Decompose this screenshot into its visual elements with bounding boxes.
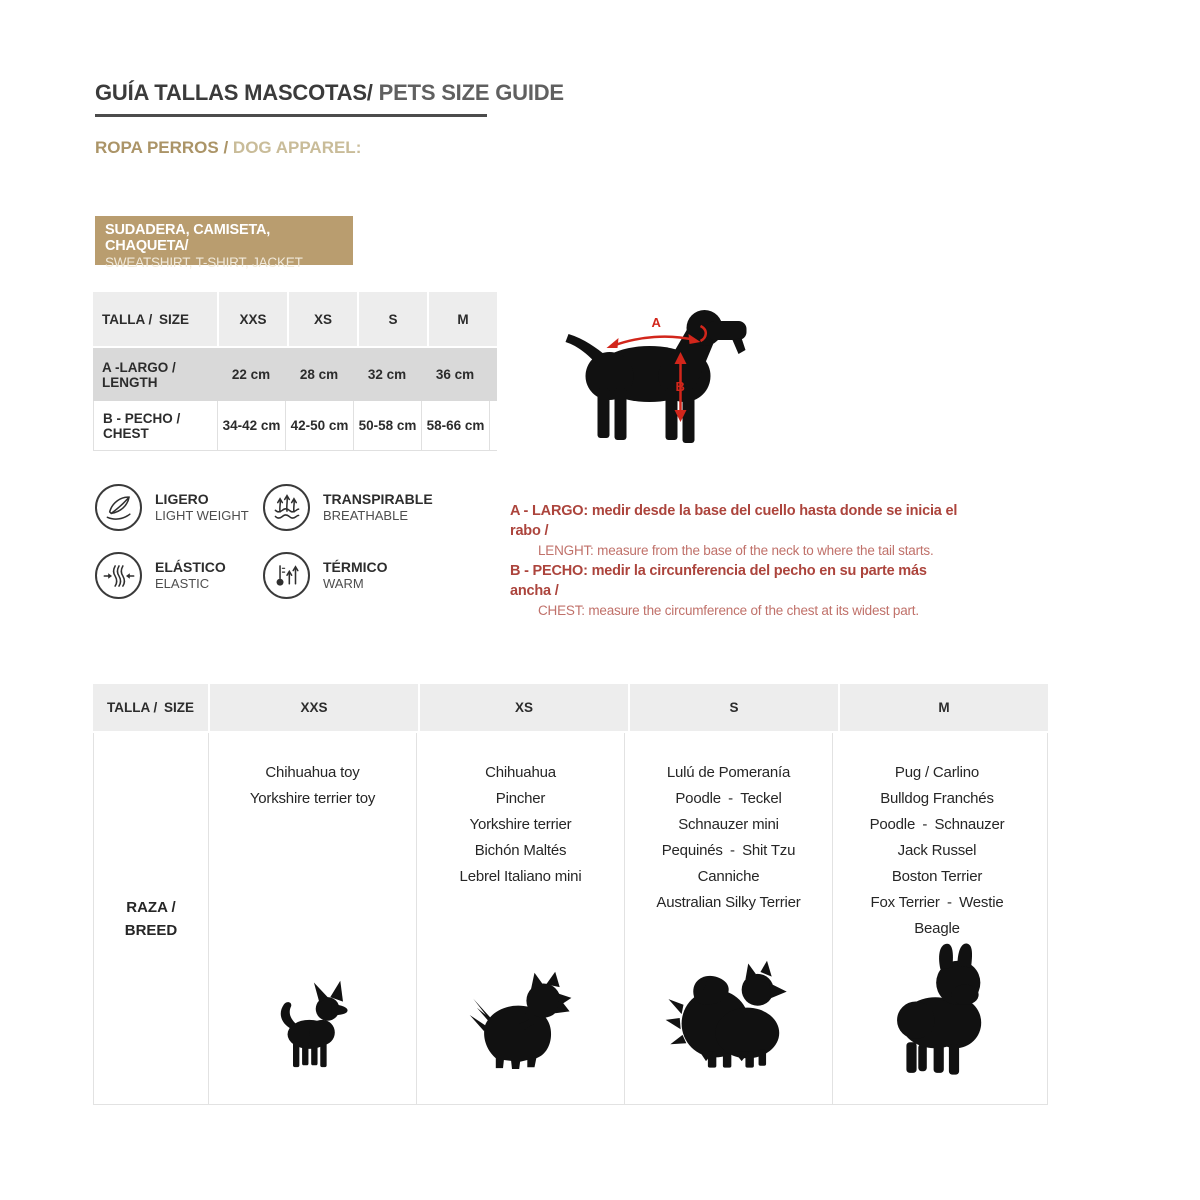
feature-subtitle: WARM: [323, 576, 364, 591]
dog-measurement-diagram: [552, 296, 777, 456]
measure-notes: [510, 501, 960, 621]
breed-name: Lulú de Pomeranía: [666, 764, 791, 781]
feature-subtitle: ELASTIC: [155, 576, 210, 591]
breed-name: Jack Russel: [897, 842, 977, 859]
breed-name: Pincher: [495, 790, 546, 807]
breed-name: Poodle - Schnauzer: [869, 816, 1005, 833]
feature-breathable: [263, 484, 433, 531]
category-banner-es: SUDADERA, CAMISETA, CHAQUETA/: [105, 222, 271, 254]
size-table-header-cell: S: [359, 292, 427, 346]
thermometer-icon: [263, 552, 310, 599]
size-table-header-cell: TALLA / SIZE: [93, 292, 217, 346]
breed-name: Bulldog Franchés: [880, 790, 994, 807]
subtitle-en: DOG APPAREL:: [228, 138, 362, 157]
feature-subtitle: BREATHABLE: [323, 508, 409, 523]
feature-elastic: [95, 552, 226, 599]
breed-table-header-cell: TALLA / SIZE: [93, 684, 208, 731]
breed-name: Boston Terrier: [891, 868, 983, 885]
breed-name: Yorkshire terrier: [469, 816, 572, 833]
breed-name: Beagle: [914, 920, 960, 937]
breed-name: Pug / Carlino: [894, 764, 980, 781]
subtitle-es: ROPA PERROS /: [95, 138, 229, 157]
breed-column-s: [625, 733, 833, 1104]
french-bulldog-silhouette: [873, 942, 1001, 1078]
length-value: 22 cm: [231, 367, 271, 382]
feature-lightweight: [95, 484, 249, 531]
feature-title: ELÁSTICO: [155, 559, 226, 575]
size-table-header: [93, 292, 497, 346]
breed-table: [93, 684, 1048, 1105]
breed-column-m: [833, 733, 1041, 1104]
breed-name: Pequinés - Shit Tzu: [661, 842, 796, 859]
note-length-en: LENGHT: measure from the base of the neck to where the tail starts.: [538, 543, 934, 558]
feature-title: LIGERO: [155, 491, 209, 507]
breed-name: Schnauzer mini: [678, 816, 779, 833]
feature-title: TRANSPIRABLE: [323, 491, 433, 507]
category-banner: [95, 216, 353, 270]
size-table-header-cell: XS: [289, 292, 357, 346]
size-table-header-cell: M: [429, 292, 497, 346]
size-table-header-cell: XXS: [219, 292, 287, 346]
note-pecho-es: B - PECHO: medir la circunferencia del pecho en su parte más ancha /: [510, 563, 927, 599]
page-title-en: PETS SIZE GUIDE: [372, 80, 564, 105]
breed-name: Lebrel Italiano mini: [459, 868, 582, 885]
row-label: B - PECHO / CHEST: [94, 401, 218, 450]
breed-list-xs: [460, 733, 582, 890]
chest-value: 42-50 cm: [286, 401, 354, 450]
breed-name: Chihuahua: [485, 764, 556, 781]
breed-name: Yorkshire terrier toy: [249, 790, 376, 807]
breathable-icon: [263, 484, 310, 531]
yorkshire-silhouette: [460, 970, 582, 1078]
breed-table-header-cell: XS: [420, 684, 628, 731]
note-chest-en: CHEST: measure the circumference of the chest at its widest part.: [538, 603, 919, 618]
breed-column-xs: [417, 733, 625, 1104]
breed-name: Bichón Maltés: [474, 842, 567, 859]
title-underline: [95, 114, 487, 117]
note-largo-es: A - LARGO: medir desde la base del cuello hasta donde se inicia el rabo /: [510, 503, 958, 539]
breed-name: Canniche: [697, 868, 760, 885]
page-title: [95, 80, 564, 106]
chest-value: 58-66 cm: [422, 401, 490, 450]
elastic-icon: [95, 552, 142, 599]
row-label: A -LARGO / LENGTH: [102, 359, 176, 390]
breed-table-body: [93, 733, 1048, 1105]
page-title-es: GUÍA TALLAS MASCOTAS/: [95, 80, 373, 105]
length-value: 28 cm: [299, 367, 339, 382]
raza-breed-label: RAZA / BREED: [124, 898, 178, 939]
breed-name: Chihuahua toy: [265, 764, 360, 781]
breed-table-header-cell: XXS: [210, 684, 418, 731]
breed-name: Fox Terrier - Westie: [870, 894, 1004, 911]
size-table-row-length: [93, 348, 497, 401]
breed-column-xxs: [209, 733, 417, 1104]
page-subtitle: [95, 138, 361, 158]
breed-list-xxs: [250, 733, 375, 812]
size-table: [93, 292, 497, 451]
label-a: A: [651, 315, 661, 330]
chihuahua-silhouette: [267, 978, 359, 1078]
feather-icon: [95, 484, 142, 531]
chest-value: 34-42 cm: [218, 401, 286, 450]
breed-name: Australian Silky Terrier: [656, 894, 801, 911]
breed-list-m: [870, 733, 1005, 942]
breed-row-label-cell: [94, 733, 209, 1104]
breed-table-header-cell: M: [840, 684, 1048, 731]
feature-warm: [263, 552, 388, 599]
label-b: B: [675, 379, 685, 394]
breed-table-header-cell: S: [630, 684, 838, 731]
breed-table-header: [93, 684, 1048, 731]
breed-list-s: [656, 733, 800, 916]
length-value: 32 cm: [367, 367, 407, 382]
breed-name: Poodle - Teckel: [675, 790, 782, 807]
feature-title: TÉRMICO: [323, 559, 388, 575]
length-value: 36 cm: [435, 367, 475, 382]
feature-subtitle: LIGHT WEIGHT: [155, 508, 249, 523]
size-table-row-chest: [93, 401, 497, 451]
chest-value: 50-58 cm: [354, 401, 422, 450]
category-banner-en: SWEATSHIRT, T-SHIRT, JACKET: [105, 255, 303, 270]
pomeranian-silhouette: [660, 956, 798, 1078]
